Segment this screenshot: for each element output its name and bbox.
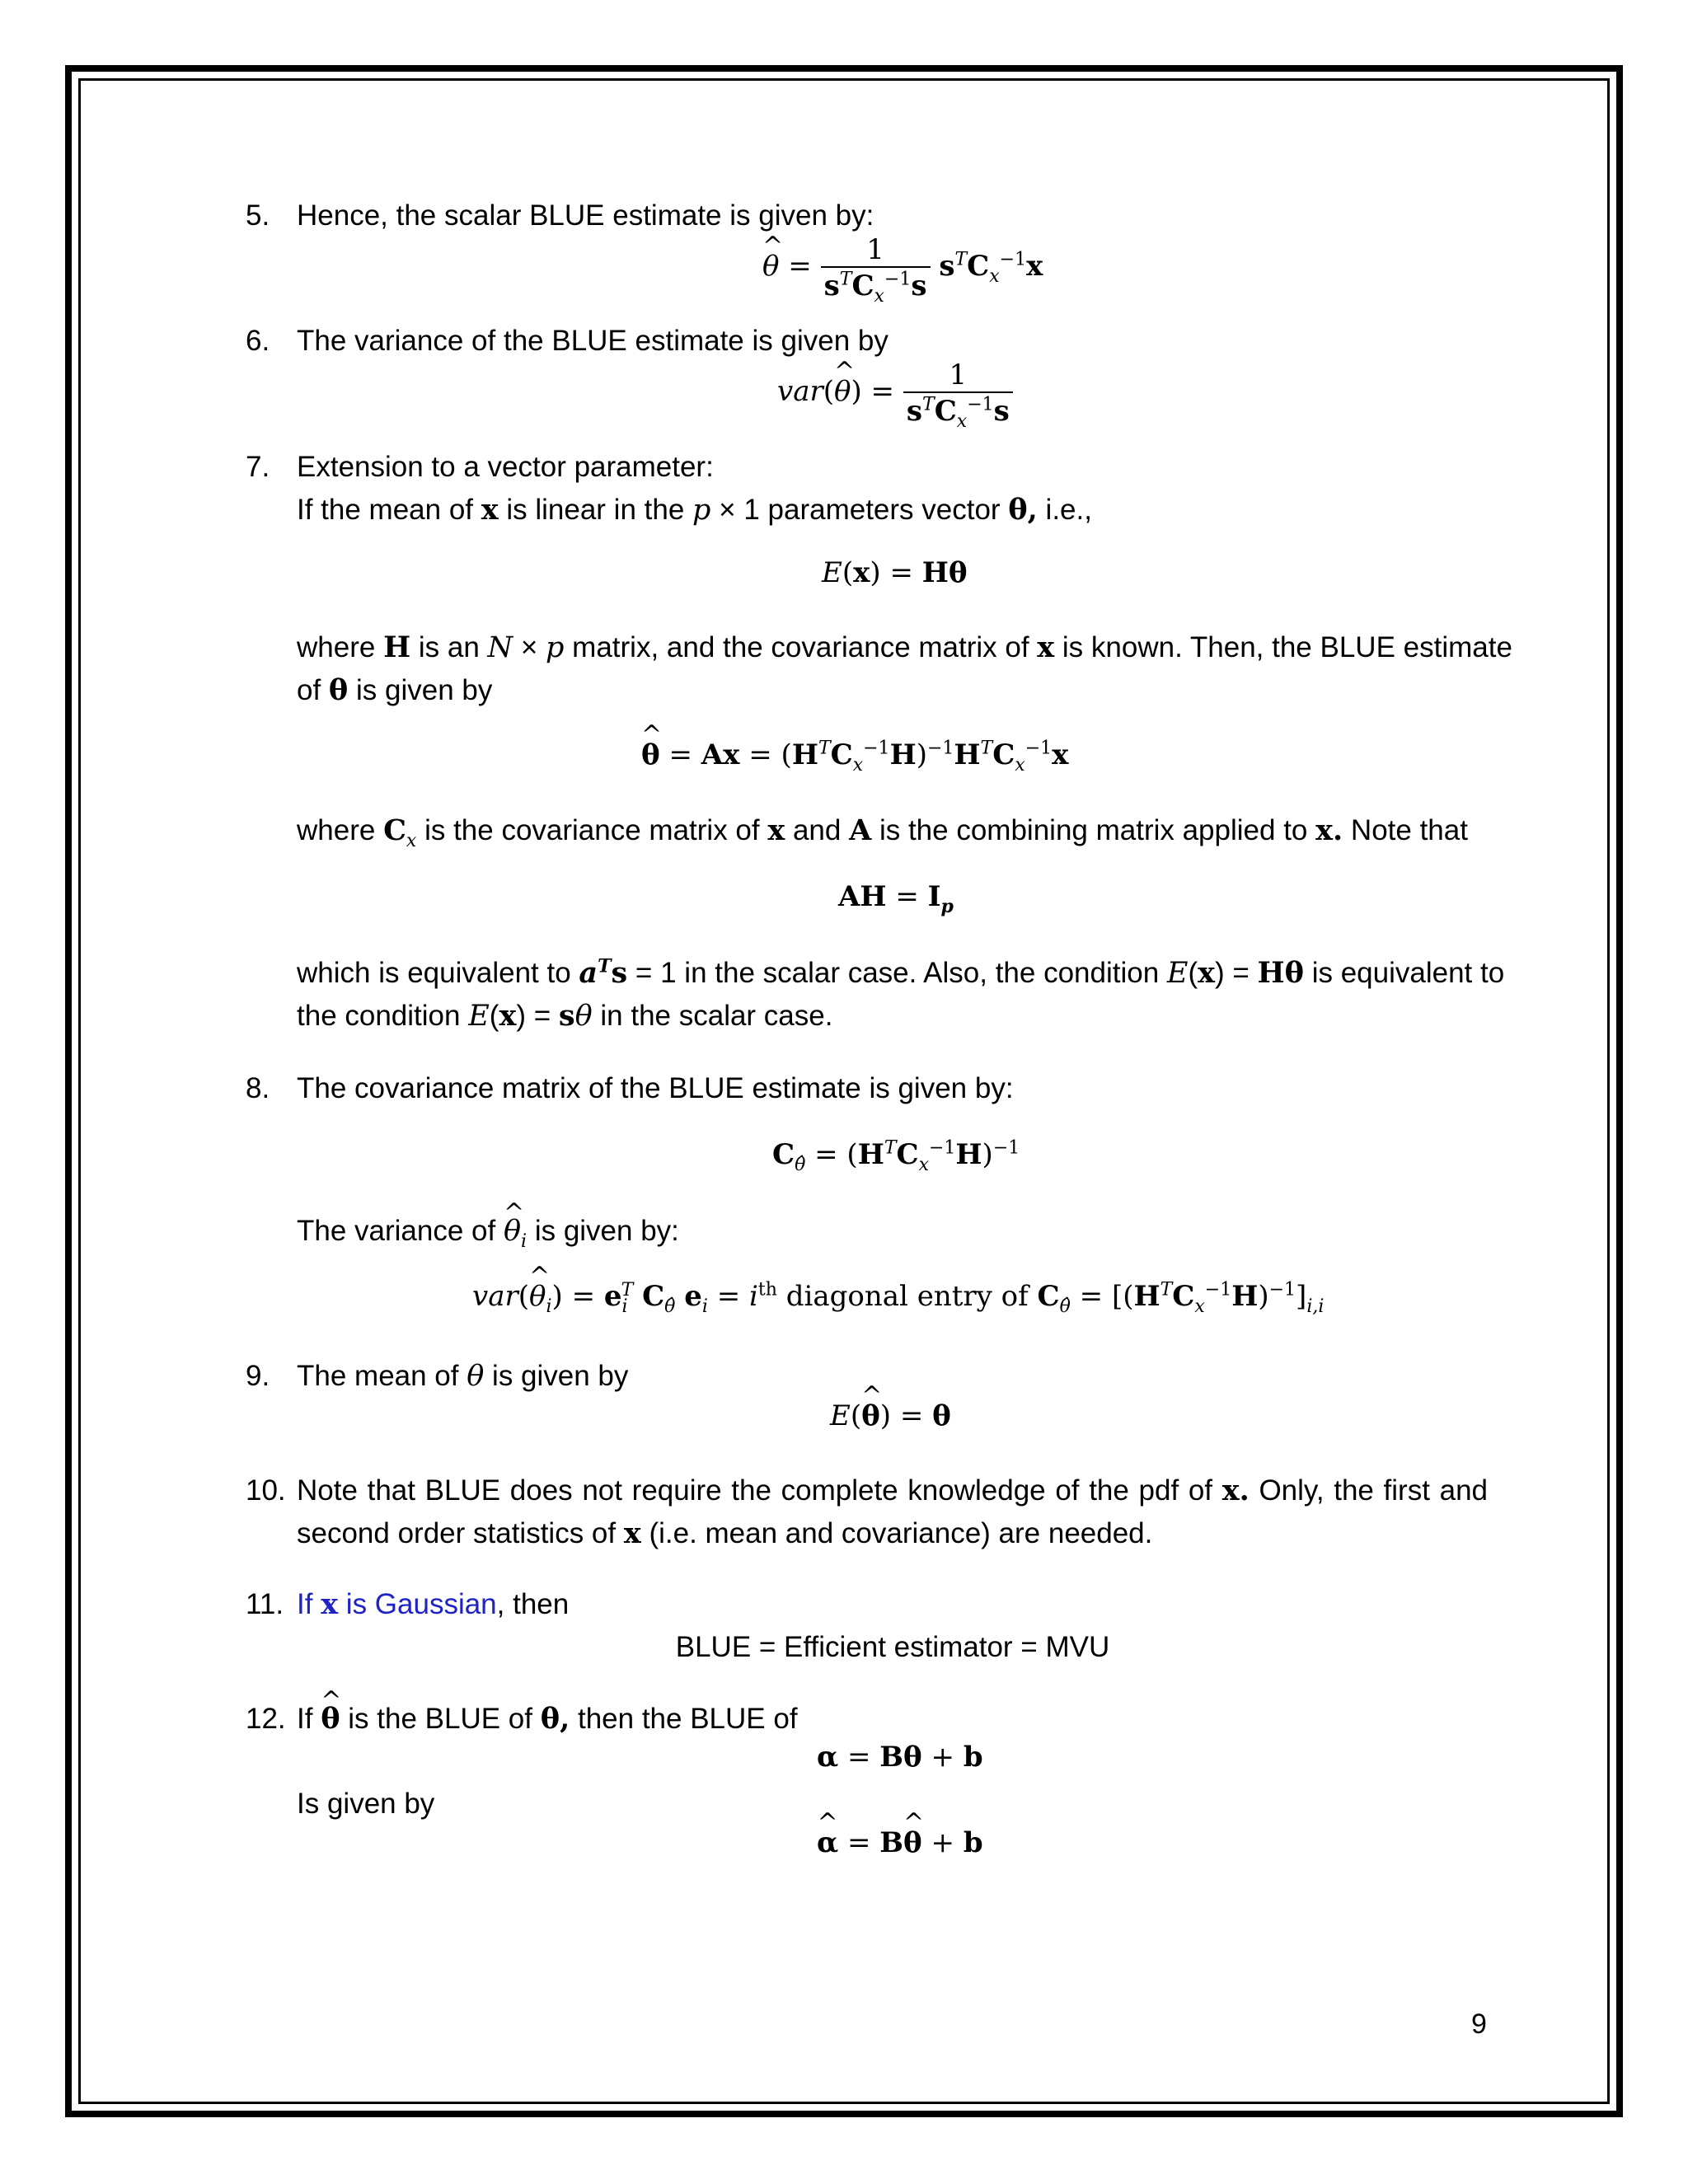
item-number: 11. xyxy=(246,1588,284,1620)
equation-covariance: $C_{\thetâ} = (H^TC_x^{-1}H)^{-1}$ xyxy=(772,1137,1020,1175)
equation-alpha-hat: ^ α = B^ θ + b xyxy=(817,1826,983,1859)
item-10-line-1: Note that BLUE does not require the complete knowledge of the pdf of x. Only, the first and xyxy=(297,1474,1489,1507)
item-6-text: The variance of the BLUE estimate is given by xyxy=(297,325,889,357)
item-7-text: Extension to a vector parameter: xyxy=(297,451,714,483)
item-number: 8. xyxy=(246,1072,270,1104)
item-7-line-7: the condition E(x) = sθ in the scalar case. xyxy=(297,999,833,1033)
equation-alpha: α = Bθ + b xyxy=(817,1741,983,1774)
item-5-text: Hence, the scalar BLUE estimate is given by: xyxy=(297,199,874,232)
item-8-text: The covariance matrix of the BLUE estimate is given by: xyxy=(297,1072,1014,1104)
equation-mean-linear: E(x) = Hθ xyxy=(822,556,968,589)
item-12-text: If ^ θ is the BLUE of θ, then the BLUE of xyxy=(297,1698,798,1741)
equation-vector-blue: ^ $\theta = Ax = (H^TC_x^{-1}H)^{-1}H^TC_x^{-1}x$ xyxy=(641,738,1068,771)
equation-scalar-blue: ^ θ = $\frac{1}{s^TC_x^{-1}s}$ $s^TC_x^{-1}x$ xyxy=(762,233,1043,302)
item-number: 10. xyxy=(246,1474,286,1507)
equation-scalar-variance: var(^ θ) = $\frac{1}{s^TC_x^{-1}s}$ xyxy=(777,359,1013,428)
item-10-line-2: second order statistics of x (i.e. mean and covariance) are needed. xyxy=(297,1516,1153,1550)
item-7-line-3: where H is an N × p matrix, and the covariance matrix of x is known. Then, the BLUE estimate xyxy=(297,630,1512,664)
item-8-line-2: The variance of ^ $\theta_i$ is given by: xyxy=(297,1210,679,1253)
item-number: 5. xyxy=(246,199,270,232)
item-number: 6. xyxy=(246,325,270,357)
equation-mean-unbiased: E(^ θ) = θ xyxy=(830,1399,951,1432)
item-number: 9. xyxy=(246,1360,270,1392)
blue-efficient-mvu: BLUE = Efficient estimator = MVU xyxy=(675,1631,1110,1663)
item-7-line-5: where $C_x$ is the covariance matrix of x and A is the combining matrix applied to x. Note that xyxy=(297,813,1468,851)
item-7-line-4: of θ is given by xyxy=(297,673,493,707)
equation-ah-identity: AH = $I_p$ xyxy=(838,880,954,917)
item-9-text: The mean of θ is given by xyxy=(297,1360,629,1393)
page-number: 9 xyxy=(1471,2008,1487,2040)
equation-variance-i: var(^ $\theta_i) = e_i^T$ $C_{\thetâ}$ $e_i = i^{th}$ diagonal entry of $C_{\thetâ} = [(H^TC_x^{-1}H)^{-1}]_{i,i}$ xyxy=(472,1280,1324,1313)
item-number: 7. xyxy=(246,451,270,483)
item-11-text: If x is Gaussian, then xyxy=(297,1587,570,1621)
item-7-line-2: If the mean of x is linear in the p × 1 parameters vector θ, i.e., xyxy=(297,493,1092,527)
item-7-line-6: which is equivalent to $a^Ts = 1$ in the scalar case. Also, the condition E(x) = Hθ is equivalent to xyxy=(297,955,1505,990)
item-12-line-2: Is given by xyxy=(297,1788,435,1820)
item-number: 12. xyxy=(246,1703,286,1735)
